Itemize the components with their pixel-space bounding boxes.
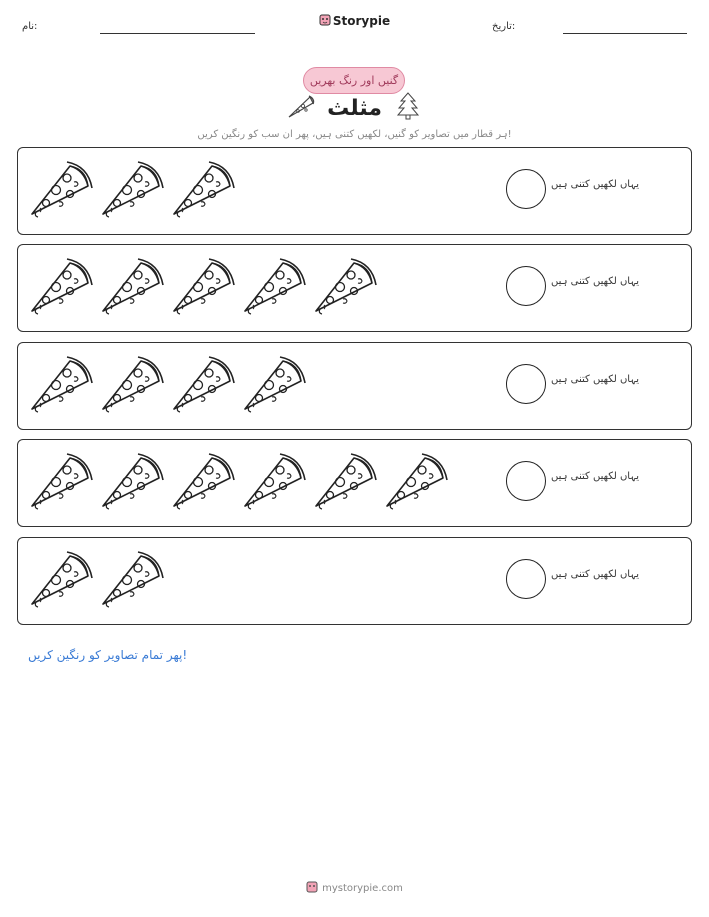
answer-circle[interactable] (506, 559, 546, 599)
pizza-slice-icon (97, 546, 168, 616)
coloring-note: پھر تمام تصاویر کو رنگین کریں! (28, 648, 188, 662)
count-row-1 (17, 147, 692, 235)
pizza-slice-icon (168, 156, 239, 226)
pizza-slice-icon (97, 253, 168, 323)
write-here-label: یہاں لکھیں کتنی ہیں (551, 471, 639, 482)
answer-circle[interactable] (506, 461, 546, 501)
pizza-group (26, 351, 310, 421)
pizza-slice-icon (26, 351, 97, 421)
pizza-slice-icon (239, 253, 310, 323)
pizza-slice-icon (381, 448, 452, 518)
pizza-slice-icon (97, 448, 168, 518)
count-row-4 (17, 439, 692, 527)
name-line (100, 33, 255, 34)
footer-url: mystorypie.com (322, 883, 403, 894)
instructions: ہر قطار میں تصاویر کو گنیں، لکھیں کتنی ہیں، پھر ان سب کو رنگین کریں! (197, 129, 512, 140)
count-row-5 (17, 537, 692, 625)
answer-circle[interactable] (506, 364, 546, 404)
pizza-slice-icon (168, 351, 239, 421)
pizza-slice-icon (310, 448, 381, 518)
write-here-label: یہاں لکھیں کتنی ہیں (551, 374, 639, 385)
christmas-tree-icon (396, 91, 420, 121)
name-label: نام: (22, 21, 38, 32)
pizza-slice-icon (310, 253, 381, 323)
pizza-slice-icon (168, 448, 239, 518)
footer (0, 880, 709, 894)
pizza-group (26, 253, 381, 323)
activity-badge: گنیں اور رنگ بھریں (303, 67, 405, 94)
pizza-slice-icon (239, 351, 310, 421)
date-line (563, 33, 687, 34)
write-here-label: یہاں لکھیں کتنی ہیں (551, 569, 639, 580)
date-label: تاریخ: (492, 21, 516, 32)
pizza-group (26, 546, 168, 616)
pizza-slice-icon (168, 253, 239, 323)
count-row-3 (17, 342, 692, 430)
page-title: مثلث (327, 96, 382, 121)
pizza-group (26, 156, 239, 226)
count-row-2 (17, 244, 692, 332)
brand-name: Storypie (332, 14, 391, 28)
write-here-label: یہاں لکھیں کتنی ہیں (551, 179, 639, 190)
brand (0, 13, 709, 28)
storypie-logo-icon (306, 880, 318, 894)
pizza-slice-icon (26, 156, 97, 226)
pizza-slice-icon (239, 448, 310, 518)
pizza-slice-icon (26, 448, 97, 518)
pizza-slice-icon (97, 156, 168, 226)
pizza-slice-icon (26, 546, 97, 616)
answer-circle[interactable] (506, 169, 546, 209)
write-here-label: یہاں لکھیں کتنی ہیں (551, 276, 639, 287)
answer-circle[interactable] (506, 266, 546, 306)
pizza-slice-icon (26, 253, 97, 323)
storypie-logo-icon (319, 13, 331, 27)
pizza-group (26, 448, 452, 518)
pizza-slice-icon (97, 351, 168, 421)
